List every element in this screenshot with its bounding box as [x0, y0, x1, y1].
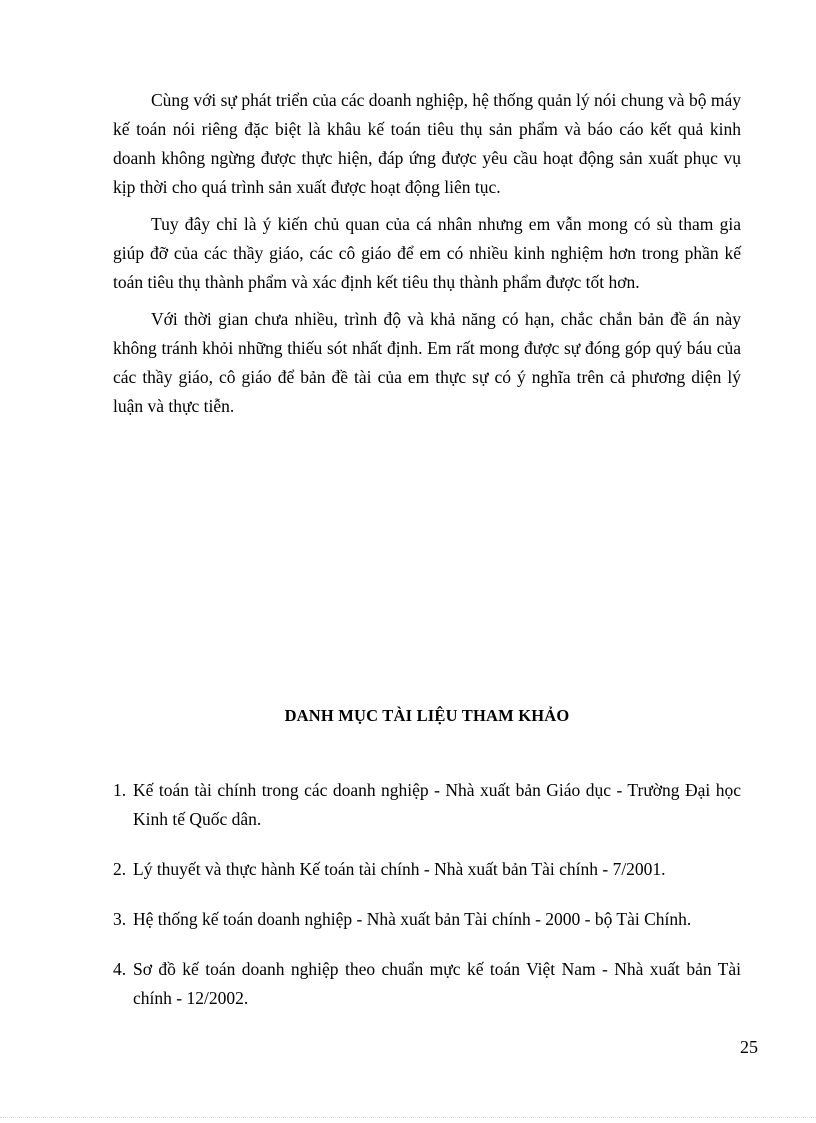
reference-text: Lý thuyết và thực hành Kế toán tài chính - Nhà xuất bản Tài chính - 7/2001.	[133, 859, 666, 879]
reference-text: Sơ đồ kế toán doanh nghiệp theo chuẩn mực kế toán Việt Nam - Nhà xuất bản Tài chính - 12/2002.	[133, 959, 741, 1008]
reference-item	[113, 776, 741, 834]
references-list	[113, 776, 741, 1013]
reference-item	[113, 855, 741, 884]
page-number: 25	[740, 1037, 758, 1057]
reference-number: 1.	[113, 780, 127, 800]
reference-number: 3.	[113, 909, 127, 929]
page-bottom-rule	[0, 1117, 816, 1118]
paragraph: Với thời gian chưa nhiều, trình độ và khả năng có hạn, chắc chắn bản đề án này không tránh khỏi những thiếu sót nhất định. Em rất mong được sự đóng góp quý báu của các thầy giáo, cô giáo để bản đề tài của em thực sự có ý nghĩa trên cả phương diện lý luận và thực tiễn.	[113, 309, 741, 416]
reference-item	[113, 905, 741, 934]
paragraph: Cùng với sự phát triển của các doanh nghiệp, hệ thống quản lý nói chung và bộ máy kế toán nói riêng đặc biệt là khâu kế toán tiêu thụ sản phẩm và báo cáo kết quả kinh doanh không ngừng được thực hiện, đáp ứng được yêu cầu hoạt động sản xuất phục vụ kịp thời cho quá trình sản xuất được hoạt động liên tục.	[113, 90, 741, 197]
reference-number: 2.	[113, 859, 127, 879]
references-heading: DANH MỤC TÀI LIỆU THAM KHẢO	[284, 706, 570, 725]
reference-text: Kế toán tài chính trong các doanh nghiệp - Nhà xuất bản Giáo dục - Trường Đại học Kinh tế Quốc dân.	[133, 780, 741, 829]
reference-text: Hệ thống kế toán doanh nghiệp - Nhà xuất bản Tài chính - 2000 - bộ Tài Chính.	[133, 909, 692, 929]
conclusion-text	[113, 86, 741, 429]
reference-item	[113, 955, 741, 1013]
paragraph: Tuy đây chỉ là ý kiến chủ quan của cá nhân nhưng em vẫn mong có sù tham gia giúp đỡ của các thầy giáo, các cô giáo để em có nhiều kinh nghiệm hơn trong phần kế toán tiêu thụ thành phẩm và xác định kết tiêu thụ thành phẩm được tốt hơn.	[113, 214, 741, 292]
reference-number: 4.	[113, 959, 127, 979]
